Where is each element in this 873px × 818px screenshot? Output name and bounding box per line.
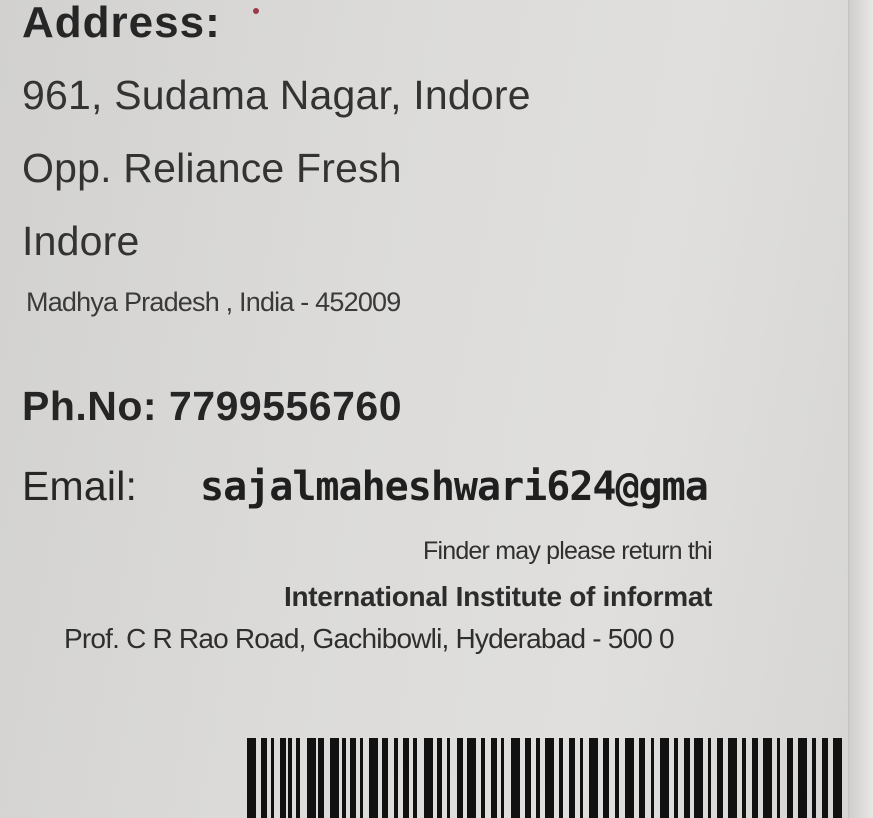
barcode-bar — [330, 738, 339, 818]
barcode-bar — [288, 738, 292, 818]
email-value: sajalmaheshwari624@gma — [200, 464, 708, 510]
barcode-bar — [589, 738, 598, 818]
barcode-bar — [728, 738, 737, 818]
barcode-bar — [437, 738, 442, 818]
barcode-bar — [580, 738, 583, 818]
barcode-bar — [822, 738, 828, 818]
barcode-bar — [369, 738, 378, 818]
barcode-bar — [247, 738, 256, 818]
barcode-bar — [280, 738, 286, 818]
barcode-bar — [777, 738, 780, 818]
barcode-bar — [708, 738, 711, 818]
barcode-bar — [382, 738, 388, 818]
barcode-bar — [674, 738, 678, 818]
barcode-bar — [424, 738, 433, 818]
email-label: Email: — [22, 463, 138, 509]
barcode-bar — [525, 738, 531, 818]
ink-mark — [253, 8, 259, 14]
barcode-bar — [413, 738, 417, 818]
barcode-bar — [569, 738, 575, 818]
barcode-bar — [660, 738, 669, 818]
address-heading: Address: — [22, 0, 221, 47]
barcode-bar — [812, 738, 816, 818]
address-line-2: Opp. Reliance Fresh — [22, 145, 402, 191]
barcode-bar — [684, 738, 690, 818]
barcode — [247, 738, 849, 818]
barcode-bar — [536, 738, 540, 818]
barcode-bar — [342, 738, 346, 818]
barcode-bar — [350, 738, 356, 818]
barcode-bar — [603, 738, 609, 818]
barcode-bar — [447, 738, 450, 818]
barcode-bar — [467, 738, 476, 818]
barcode-bar — [296, 738, 300, 818]
barcode-bar — [752, 738, 758, 818]
barcode-bar — [457, 738, 463, 818]
barcode-bar — [261, 738, 267, 818]
address-line-4: Madhya Pradesh , India - 452009 — [26, 287, 401, 317]
barcode-bar — [742, 738, 746, 818]
barcode-bar — [318, 738, 324, 818]
barcode-bar — [694, 738, 703, 818]
barcode-bar — [545, 738, 554, 818]
barcode-bar — [271, 738, 274, 818]
finder-note-line-1: Finder may please return thi — [423, 537, 712, 565]
finder-note-line-3: Prof. C R Rao Road, Gachibowli, Hyderabad - 500 0 — [64, 623, 674, 654]
finder-note-line-2: International Institute of informat — [284, 581, 713, 612]
barcode-bar — [763, 738, 772, 818]
barcode-bar — [717, 738, 723, 818]
phone-number: Ph.No: 7799556760 — [22, 383, 403, 429]
barcode-bar — [787, 738, 793, 818]
barcode-bar — [360, 738, 363, 818]
barcode-bar — [511, 738, 520, 818]
card-edge — [848, 0, 873, 818]
barcode-bar — [798, 738, 807, 818]
barcode-bar — [491, 738, 497, 818]
barcode-bar — [651, 738, 654, 818]
barcode-bar — [307, 738, 316, 818]
barcode-bar — [501, 738, 504, 818]
barcode-bar — [625, 738, 634, 818]
barcode-bar — [639, 738, 645, 818]
address-line-3: Indore — [22, 218, 140, 264]
address-line-1: 961, Sudama Nagar, Indore — [22, 72, 531, 118]
barcode-bar — [559, 738, 563, 818]
barcode-bar — [833, 738, 842, 818]
barcode-bar — [394, 738, 398, 818]
barcode-bar — [481, 738, 485, 818]
barcode-bar — [403, 738, 409, 818]
barcode-bar — [615, 738, 619, 818]
